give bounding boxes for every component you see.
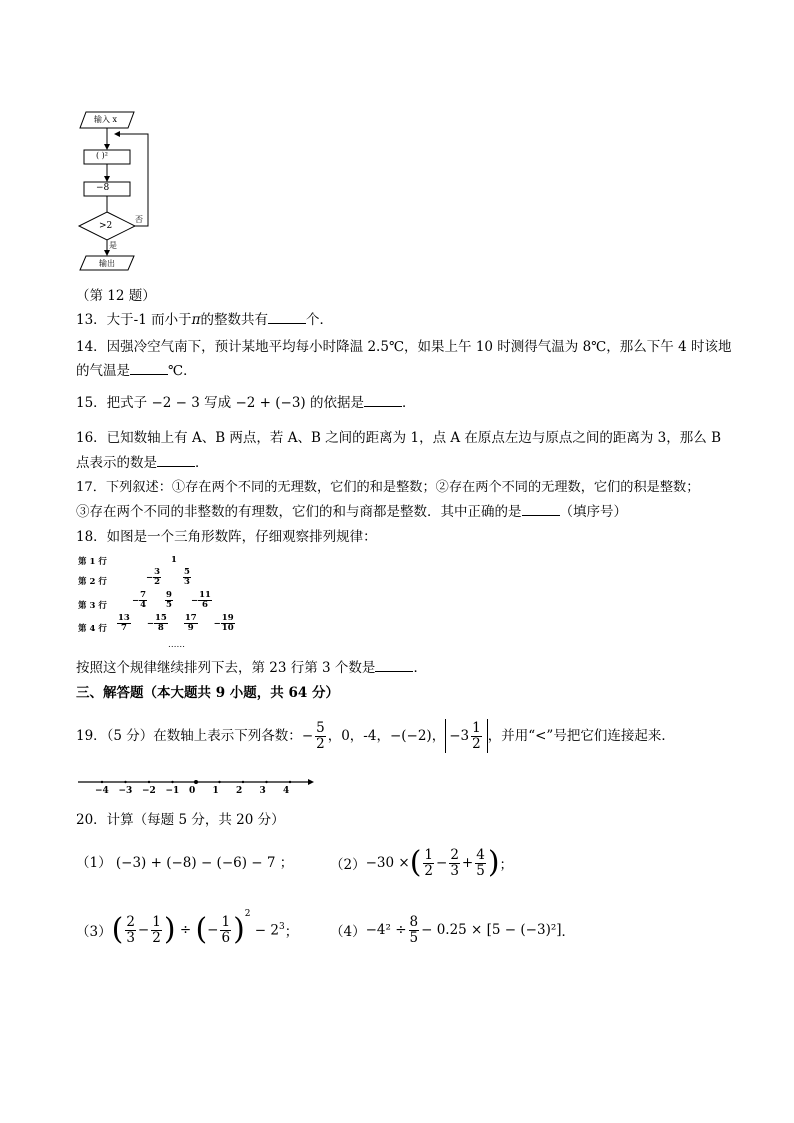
flowchart-input-label: 输入 x xyxy=(94,115,118,124)
flowchart-yes-label: 是 xyxy=(109,241,117,250)
number-line-label: 2 xyxy=(236,786,243,796)
q16-line2-post: ． xyxy=(195,455,209,471)
answer-blank xyxy=(364,394,402,407)
triangle-entry: 9 5 xyxy=(166,590,172,610)
number-line-label: −2 xyxy=(142,786,156,796)
q15-mid: 写成 xyxy=(204,395,232,411)
q18-question-post: ． xyxy=(413,660,427,676)
number-line-tick xyxy=(101,781,103,783)
question-20-title: 20．计算（每题 5 分，共 20 分） xyxy=(76,812,285,828)
question-14-line2 xyxy=(76,362,197,380)
question-13 xyxy=(76,311,333,329)
answer-blank xyxy=(522,503,560,516)
number-line-tick xyxy=(218,781,220,783)
triangle-entry: − $\frac{11}{6}$ xyxy=(190,590,211,610)
fraction: $\frac{5}{2}$ xyxy=(316,719,325,752)
number-line-tick xyxy=(242,781,244,783)
triangle-entry: − $\frac{19}{10}$ xyxy=(213,613,234,633)
answer-blank xyxy=(268,311,306,324)
triangle-entry: 1 xyxy=(171,555,177,565)
question-17-line1: 17．下列叙述：①存在两个不同的无理数，它们的和是整数；②存在两个不同的无理数，它们的积是整数； xyxy=(76,480,700,495)
answer-blank xyxy=(157,454,195,467)
question-19 xyxy=(76,716,675,756)
q16-line2-pre: 点表示的数是 xyxy=(76,455,157,471)
triangle-row-label: 第 2 行 xyxy=(78,577,107,587)
figure-caption: （第 12 题） xyxy=(76,288,156,304)
q15-post: 的依据是 xyxy=(310,395,364,411)
triangle-entry: − $\frac{3}{2}$ xyxy=(146,567,161,587)
q19-list: ，0，-4，−(−2)， xyxy=(327,728,446,744)
number-line-label: −4 xyxy=(95,786,109,796)
number-line-tick xyxy=(265,781,267,783)
number-line-label: 1 xyxy=(212,786,219,796)
number-line-label: 4 xyxy=(283,786,290,796)
triangle-entry: 5 3 xyxy=(184,567,190,587)
q20-part-2: （2） −30 × ( $\frac{1}{2}$ − $\frac{2}{3}$ + $\frac{4}{5}$ ) ； xyxy=(330,845,514,880)
number-line-tick xyxy=(171,781,173,783)
question-18-question xyxy=(76,659,427,677)
triangle-entry: 13 7 xyxy=(118,613,130,633)
number-line-tick xyxy=(148,781,150,783)
triangle-row-label: 第 1 行 xyxy=(78,557,107,567)
question-17-line2 xyxy=(76,503,627,521)
q13-pi: π xyxy=(191,312,201,328)
q13-pre: 13．大于-1 而小于 xyxy=(76,312,192,328)
flowchart-square-label: ( )² xyxy=(96,151,108,160)
q20-part-1: （1） (−3) + (−8) − (−6) − 7 ； xyxy=(76,855,294,871)
number-line-label: 0 xyxy=(189,786,196,796)
question-15 xyxy=(76,394,416,412)
question-16-line1: 16．已知数轴上有 A、B 两点，若 A、B 之间的距离为 1，点 A 在原点左边与原点之间的距离为 3，那么 B xyxy=(76,430,721,446)
triangle-row-3 xyxy=(132,591,212,610)
number-line-tick xyxy=(194,780,198,784)
q19-pre: 19．（5 分）在数轴上表示下列各数： xyxy=(76,728,302,744)
number-line-label: 3 xyxy=(259,786,266,796)
absolute-value: −3 $\frac{1}{2}$ xyxy=(445,719,488,753)
q18-question-pre: 按照这个规律继续排列下去，第 23 行第 3 个数是 xyxy=(76,660,376,676)
flowchart-no-label: 否 xyxy=(135,215,143,224)
answer-blank xyxy=(130,362,168,375)
question-14-line1: 14．因强冷空气南下，预计某地平均每小时降温 2.5℃，如果上午 10 时测得气温为 8℃，那么下午 4 时该地 xyxy=(76,339,732,355)
triangle-row-label: 第 4 行 xyxy=(78,624,107,634)
q13-post: 的整数共有 xyxy=(200,312,268,328)
number-line-label: −3 xyxy=(118,786,133,796)
triangle-row-4 xyxy=(117,614,235,633)
q20-part-3: （3） ( $\frac{2}{3}$ − $\frac{1}{2}$ ) ÷ ( − $\frac{1}{6}$ ) $^2$ − $2^3$ ； xyxy=(76,909,299,947)
answer-blank xyxy=(375,659,413,672)
triangle-row-label: 第 3 行 xyxy=(78,601,107,611)
number-line-tick xyxy=(289,781,291,783)
triangle-entry: − $\frac{7}{4}$ xyxy=(132,590,147,610)
flowchart-diagram xyxy=(70,104,170,274)
flowchart-minus-label: −8 xyxy=(96,183,110,193)
number-line xyxy=(76,774,316,798)
q20-part-4: （4） −4² ÷ $\frac{8}{5}$ − 0.25 × [5 − (−3)²] ． xyxy=(330,913,576,946)
triangle-dots: …… xyxy=(168,640,185,650)
q14-line2-post: ℃． xyxy=(168,363,197,379)
triangle-entry: 17 9 xyxy=(184,613,197,633)
section-heading: 三、解答题（本大题共 9 小题，共 64 分） xyxy=(76,685,339,701)
q13-tail: 个． xyxy=(306,312,333,328)
q19-neg: − xyxy=(301,728,314,744)
q14-line2-pre: 的气温是 xyxy=(76,363,130,379)
q17-line2-pre: ③存在两个不同的非整数的有理数，它们的和与商都是整数．其中正确的是 xyxy=(76,504,522,520)
q17-line2-post: （填序号） xyxy=(559,504,627,520)
question-16-line2 xyxy=(76,454,209,472)
q15-expr1: −2 − 3 xyxy=(151,395,200,411)
number-line-label: −1 xyxy=(165,786,180,796)
question-18-intro: 18．如图是一个三角形数阵，仔细观察排列规律： xyxy=(76,529,377,545)
flowchart-output-label: 输出 xyxy=(99,259,115,268)
triangle-row-2 xyxy=(146,568,191,587)
q19-post: ，并用“<”号把它们连接起来． xyxy=(487,728,675,744)
q15-expr2: −2 + (−3) xyxy=(235,395,306,411)
number-line-tick xyxy=(124,781,126,783)
q15-pre: 15．把式子 xyxy=(76,395,148,411)
flowchart-condition-label: >2 xyxy=(99,221,113,231)
q15-tail: ． xyxy=(402,395,416,411)
triangle-entry: − $\frac{15}{8}$ xyxy=(146,613,167,633)
